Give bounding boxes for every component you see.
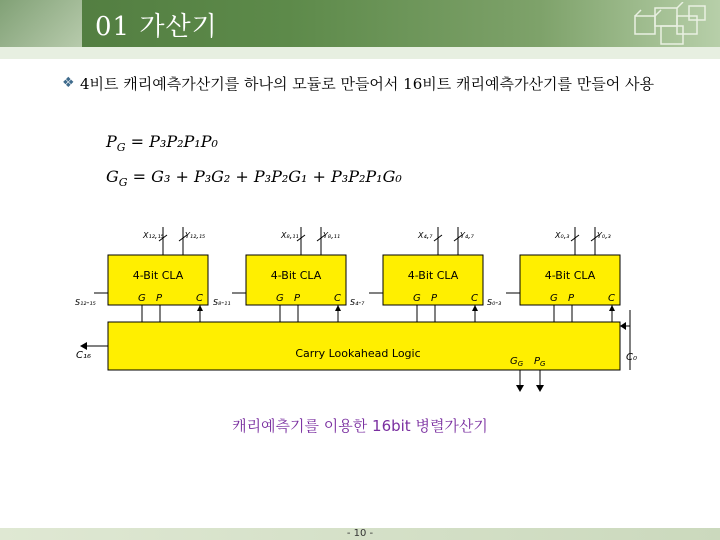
cla-module-label: 4-Bit CLA [270,269,322,282]
cla-module-label: 4-Bit CLA [407,269,459,282]
module-port-p: P [431,293,438,304]
module-port-g: G [550,293,558,304]
module-port-c: C [196,293,203,304]
x-input-label: X₄,₇ [418,231,433,240]
cla-module-label: 4-Bit CLA [544,269,596,282]
c16-label: C₁₆ [76,350,91,361]
module-port-g: G [413,293,421,304]
module-port-c: C [608,293,615,304]
gg-sub: G [517,360,524,368]
figure-caption: 캐리예측기를 이용한 16bit 병렬가산기 [232,417,488,435]
cla-module-label: 4-Bit CLA [132,269,184,282]
diamond-bullet-icon: ❖ [62,75,75,91]
module-port-p: P [568,293,575,304]
x-input-label: X₁₂,₁₅ [143,231,164,240]
gg-arrow-icon [516,385,524,392]
slide-title: 01 가산기 [95,12,218,42]
x-input-label: X₈,₁₁ [281,231,299,240]
carry-lookahead-logic-label: Carry Lookahead Logic [295,347,421,360]
c-arrow-icon [609,305,615,311]
module-port-g: G [276,293,284,304]
module-port-c: C [334,293,341,304]
module-port-p: P [156,293,163,304]
pg-sub: G [540,360,546,368]
gg-main: G [510,356,518,367]
s-output-label: S₁₂-₁₅ [75,298,96,307]
module-port-g: G [138,293,146,304]
bullet-text: 4비트 캐리예측가산기를 하나의 모듈로 만들어서 16비트 캐리예측가산기를 만들어 사용 [80,75,654,93]
pg-arrow-icon [536,385,544,392]
equation-gg-rhs: = G₃ + P₃G₂ + P₃P₂G₁ + P₃P₂P₁G₀ [132,167,402,186]
equation-gg-lhs: G [106,167,119,186]
equation-gg-lhs-sub: G [118,176,128,190]
x-input-label: X₀,₃ [555,231,570,240]
module-port-c: C [471,293,478,304]
page-number: - 10 - [346,528,374,539]
c-arrow-icon [197,305,203,311]
equation-pg-rhs: = P₃P₂P₁P₀ [130,132,218,151]
c-arrow-icon [335,305,341,311]
equation-pg-lhs: P [106,132,117,151]
c0-arrow-icon [620,322,626,330]
y-input-label: Y₈,₁₁ [323,231,341,240]
c0-label: C₀ [626,352,637,363]
y-input-label: Y₁₂,₁₅ [185,231,206,240]
c16-arrow-icon [80,342,87,350]
y-input-label: Y₀,₃ [597,231,611,240]
pg-main: P [534,356,541,367]
module-port-p: P [294,293,301,304]
y-input-label: Y₄,₇ [460,231,474,240]
equation-pg-lhs-sub: G [116,141,126,155]
s-output-label: S₄-₇ [350,298,365,307]
c-arrow-icon [472,305,478,311]
s-output-label: S₈-₁₁ [213,298,231,307]
s-output-label: S₀-₃ [487,298,502,307]
